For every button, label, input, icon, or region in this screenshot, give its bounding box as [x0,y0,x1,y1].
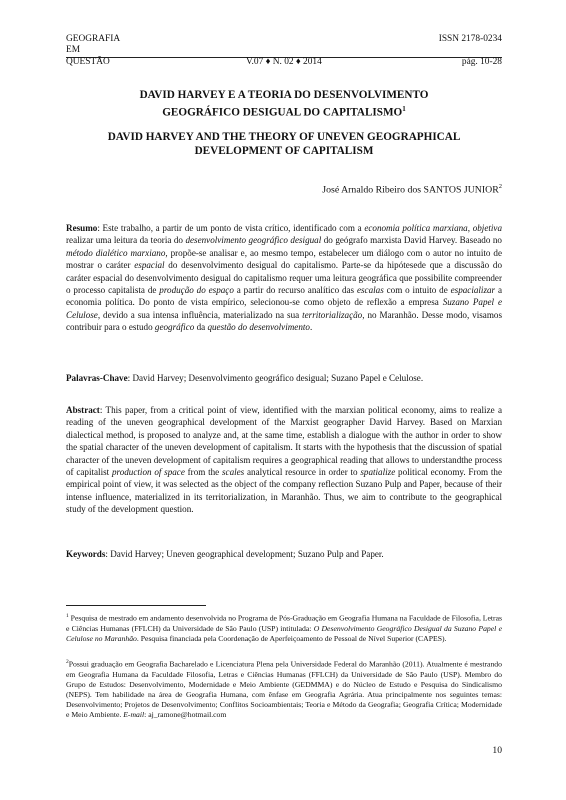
palavras-chave: Palavras-Chave: David Harvey; Desenvolvimento geográfico desigual; Suzano Papel e Celulose. [66,373,424,383]
abstract-label: Abstract [66,405,100,415]
journal-name-line1: GEOGRAFIA [66,34,121,44]
title-en-line1: DAVID HARVEY AND THE THEORY OF UNEVEN GEOGRAPHICAL [107,131,461,143]
author-name: José Arnaldo Ribeiro dos SANTOS JUNIOR$^2$ [322,183,502,196]
title-pt [66,89,502,120]
footnote-1: $^1$ Pesquisa de mestrado em andamento desenvolvida no Programa de Pós-Graduação em Geografia Humana na Faculdade de Filosofia, Letras e Ciências Humanas (FFLCH) da Universidade de São Paulo (USP) intitulada: O Desenvolvimento Geográfico Desigual da Suzano Papel e Celulose no Maranhão. Pesquisa financiada pela Coordenação de Aperfeiçoamento de Pessoal de Nível Superior (CAPES). [66,613,502,643]
abstract-paragraph: Abstract: This paper, from a critical point of view, identified with the marxian political economy, aims to realize a reading of the uneven geographical development of the Marxist geographer David Harvey. Based on Marxian dialectical method, is proposed to analyze and, at the same time, establish a dialogue with the author in order to show the spatial character of the uneven development of capitalism. It starts with the hypothesis that the discussion of spatial character of the uneven development of capitalism requires a geographical reading that allows to understandthe process of capitalist production of space from the scales analytical resource in order to spatialize political economy. From the empirical point of view, it was selected as the object of the company reflection Suzano Pulp and Paper, because of their intense influence, materialized in its territorialization, in Maranhão. Thus, we aim to contribute to the geographical study of the development question. [66,405,502,515]
title-en [66,131,502,158]
page-number: 10 [492,745,502,756]
issn: ISSN 2178-0234 [438,34,502,44]
keywords-label: Keywords [66,549,106,559]
palavras-label: Palavras-Chave [66,373,128,383]
volume-info: V.07 ♦ N. 02 ♦ 2014 [246,57,322,67]
journal-name-line2: EM [66,45,81,55]
resumo-label: Resumo [66,223,98,233]
title-pt-line2: GEOGRÁFICO DESIGUAL DO CAPITALISMO$^1$ [162,104,406,119]
page-range: pág. 10-28 [461,57,502,67]
journal-name-line3: QUESTÃO [66,57,110,67]
footnote-rule [66,605,206,606]
title-footnote-ref[interactable]: 1 [402,104,406,113]
title-en-line2: DEVELOPMENT OF CAPITALISM [194,144,374,157]
footnote-2: $^2$Possui graduação em Geografia Bacharelado e Licenciatura Plena pela Universidade Federal do Maranhão (2011). Atualmente é mestrando em Geografia Humana da Faculdade Filosofia, Letras e Ciências Humanas (FFLCH) da Universidade de São Paulo (USP). Membro do Grupo de Estudos: Desenvolvimento, Modernidade e Meio Ambiente (GEDMMA) e do Núcleo de Estudo e Pesquisa do Sindicalismo (NEPS). Tem habilidade na área de Geografia Humana, com ênfase em Geografia Agrária. Atua principalmente nos seguintes temas: Desenvolvimento; Projetos de Desenvolvimento; Conflitos Socioambientais; Teoria e Método da Geografia; Geografia Crítica; Modernidade e Meio Ambiente. E-mail: aj_ramone@hotmail.com [66,659,502,719]
title-pt-line1: DAVID HARVEY E A TEORIA DO DESENVOLVIMENTO [139,89,429,101]
author-footnote-ref[interactable]: 2 [498,183,502,190]
keywords: Keywords: David Harvey; Uneven geographical development; Suzano Pulp and Paper. [66,549,384,559]
resumo-paragraph: Resumo: Este trabalho, a partir de um ponto de vista crítico, identificado com a economia política marxiana, objetiva realizar uma leitura da teoria do desenvolvimento geográfico desigual do geógrafo marxista David Harvey. Baseado no método dialético marxiano, propõe-se analisar e, ao mesmo tempo, estabelecer um diálogo com o autor no intuito de mostrar o caráter espacial do desenvolvimento desigual do capitalismo. Parte-se da hipótesede que a discussão do caráter espacial do desenvolvimento desigual do capitalismo requer uma leitura geográfica que possibilite compreender o processo capitalista de produção do espaço a partir do recurso analítico das escalas com o intuito de espacializar a economia política. Do ponto de vista empírico, selecionou-se como objeto de reflexão a empresa Suzano Papel e Celulose, devido a sua intensa influência, materializado na sua territorialização, no Maranhão. Desse modo, visamos contribuir para o estudo geográfico da questão do desenvolvimento. [66,223,502,333]
